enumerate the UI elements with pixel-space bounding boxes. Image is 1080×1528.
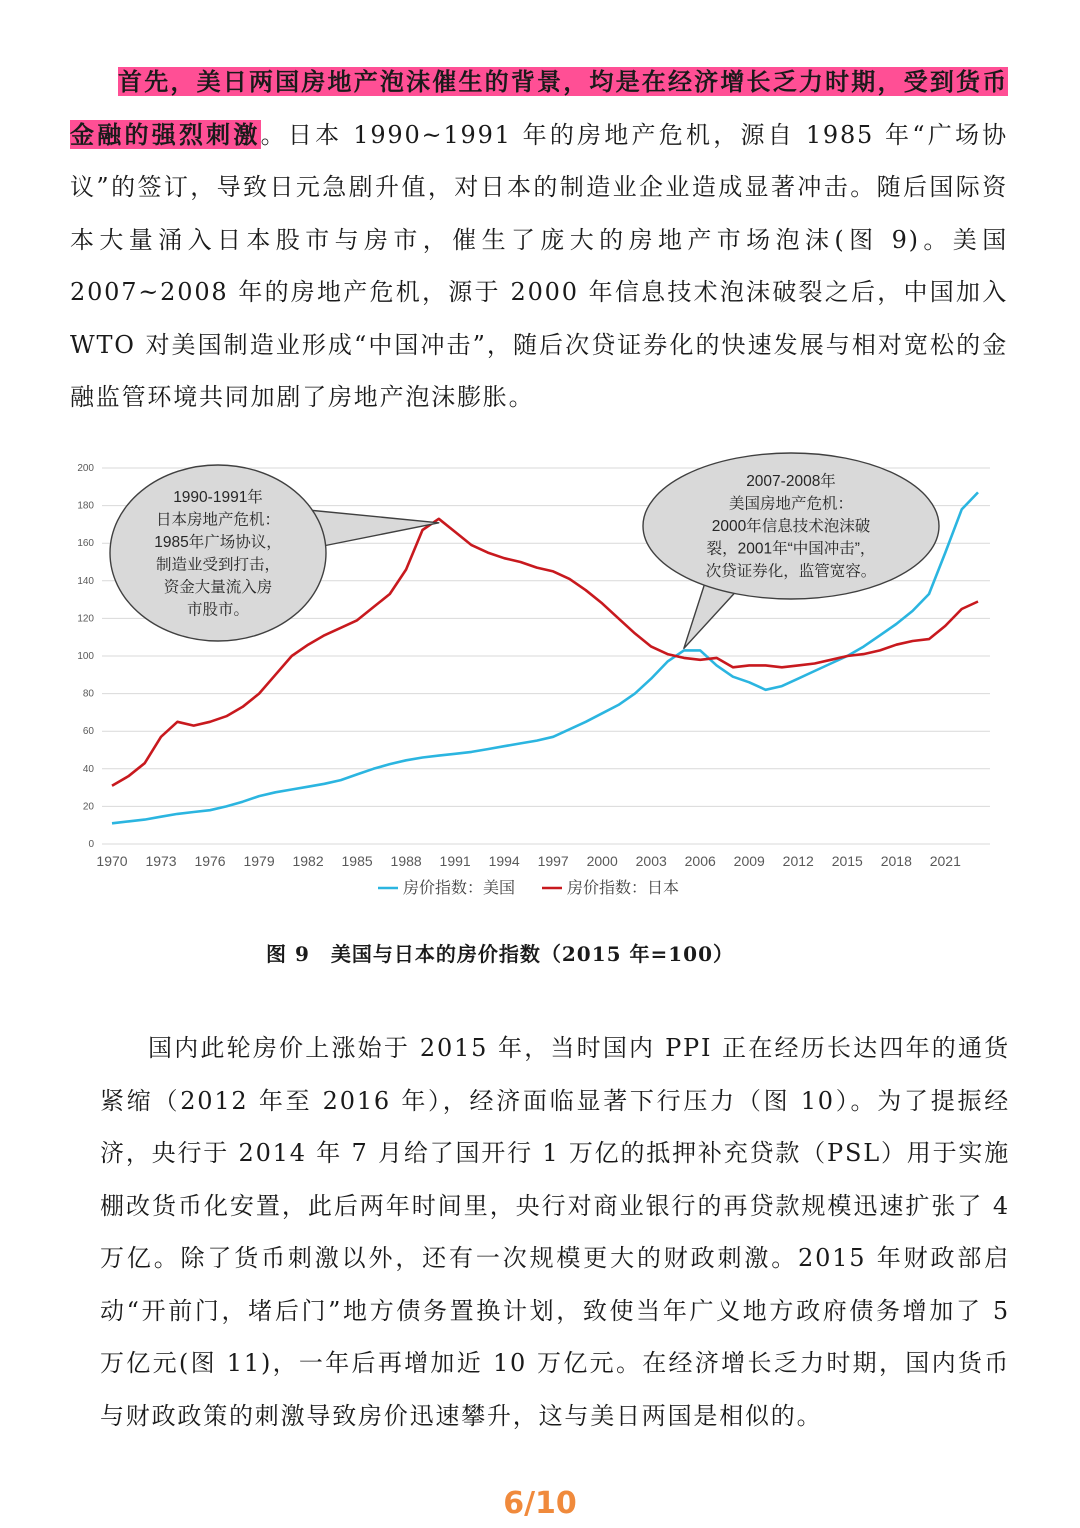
paragraph-intro <box>70 56 1008 424</box>
callout-text: 资金大量流入房 <box>163 578 273 596</box>
house-price-chart <box>60 452 1000 912</box>
x-tick-label: 1970 <box>96 853 128 869</box>
callout-text: 市股市。 <box>186 601 250 619</box>
x-tick-label: 1991 <box>439 853 471 869</box>
page-number: 6/10 <box>503 1486 577 1521</box>
callout-text: 裂，2001年“中国冲击”， <box>706 540 876 558</box>
y-tick-label: 160 <box>77 538 94 550</box>
x-tick-label: 2012 <box>782 853 814 869</box>
callout-text: 2000年信息技术泡沫破 <box>711 518 871 535</box>
x-tick-label: 1973 <box>145 853 177 869</box>
x-tick-label: 2021 <box>929 853 961 869</box>
x-tick-label: 1982 <box>292 853 324 869</box>
x-tick-label: 1994 <box>488 853 520 869</box>
y-tick-label: 20 <box>82 801 94 813</box>
y-tick-label: 200 <box>77 463 94 474</box>
y-tick-label: 140 <box>77 575 94 587</box>
x-tick-label: 2018 <box>880 853 912 869</box>
y-tick-label: 0 <box>88 839 94 850</box>
y-tick-label: 100 <box>77 651 94 662</box>
paragraph-domestic: 国内此轮房价上涨始于 2015 年，当时国内 PPI 正在经历长达四年的通货紧缩（2012 年至 2016 年），经济面临显著下行压力（图 10）。为了提振经济，央行于 2014 年 7 月给了国开行 1 万亿的抵押补充贷款（PSL）用于实施棚改货币化安置，此后两年时间里，央行对商业银行的再贷款规模迅速扩张了 4 万亿。除了货币刺激以外，还有一次规模更大的财政刺激。2015 年财政部启动“开前门，堵后门”地方债务置换计划，致使当年广义地方政府债务增加了 5 万亿元(图 11)，一年后再增加近 10 万亿元。在经济增长乏力时期，国内货币与财政政策的刺激导致房价迅速攀升，这与美日两国是相似的。 <box>100 1034 1010 1430</box>
callout-text: 制造业受到打击， <box>155 556 281 574</box>
callout-text: 日本房地产危机： <box>155 511 281 529</box>
y-tick-label: 40 <box>82 763 94 775</box>
x-tick-label: 2000 <box>586 853 618 869</box>
x-tick-label: 1988 <box>390 853 422 869</box>
callout-pointer <box>308 510 439 547</box>
callout-text: 美国房地产危机： <box>728 495 854 513</box>
callout-text: 1985年广场协议， <box>154 533 282 551</box>
figure-caption: 图 9 美国与日本的房价指数（2015 年=100） <box>265 942 734 966</box>
y-tick-label: 60 <box>82 726 94 738</box>
y-tick-label: 180 <box>77 500 94 512</box>
x-tick-label: 1979 <box>243 853 275 869</box>
y-tick-label: 80 <box>82 688 94 700</box>
callout-text: 次贷证券化，监管宽容。 <box>705 563 877 580</box>
x-tick-label: 1997 <box>537 853 569 869</box>
highlighted-text: 首先，美日两国房地产泡沫催生的背景，均是在经济增长乏力时期，受到货币金融的强烈刺激 <box>70 67 1008 149</box>
x-tick-label: 1985 <box>341 853 373 869</box>
x-tick-label: 2003 <box>635 853 667 869</box>
x-tick-label: 2006 <box>684 853 716 869</box>
x-tick-label: 1976 <box>194 853 226 869</box>
x-tick-label: 2015 <box>831 853 863 869</box>
paragraph-intro-body: 。日本 1990~1991 年的房地产危机，源自 1985 年“广场协议”的签订，导致日元急剧升值，对日本的制造业企业造成显著冲击。随后国际资本大量涌入日本股市与房市，催生了庞大的房地产市场泡沫(图 9)。美国 2007~2008 年的房地产危机，源于 2000 年信息技术泡沫破裂之后，中国加入 WTO 对美国制造业形成“中国冲击”，随后次贷证券化的快速发展与相对宽松的金融监管环境共同加剧了房地产泡沫膨胀。 <box>70 120 1008 411</box>
x-tick-label: 2009 <box>733 853 765 869</box>
legend-label: 房价指数：美国 <box>403 880 516 897</box>
legend-label: 房价指数：日本 <box>567 880 680 897</box>
callout-text: 2007-2008年 <box>746 473 836 490</box>
callout-text: 1990-1991年 <box>173 488 263 506</box>
y-tick-label: 120 <box>77 613 94 625</box>
